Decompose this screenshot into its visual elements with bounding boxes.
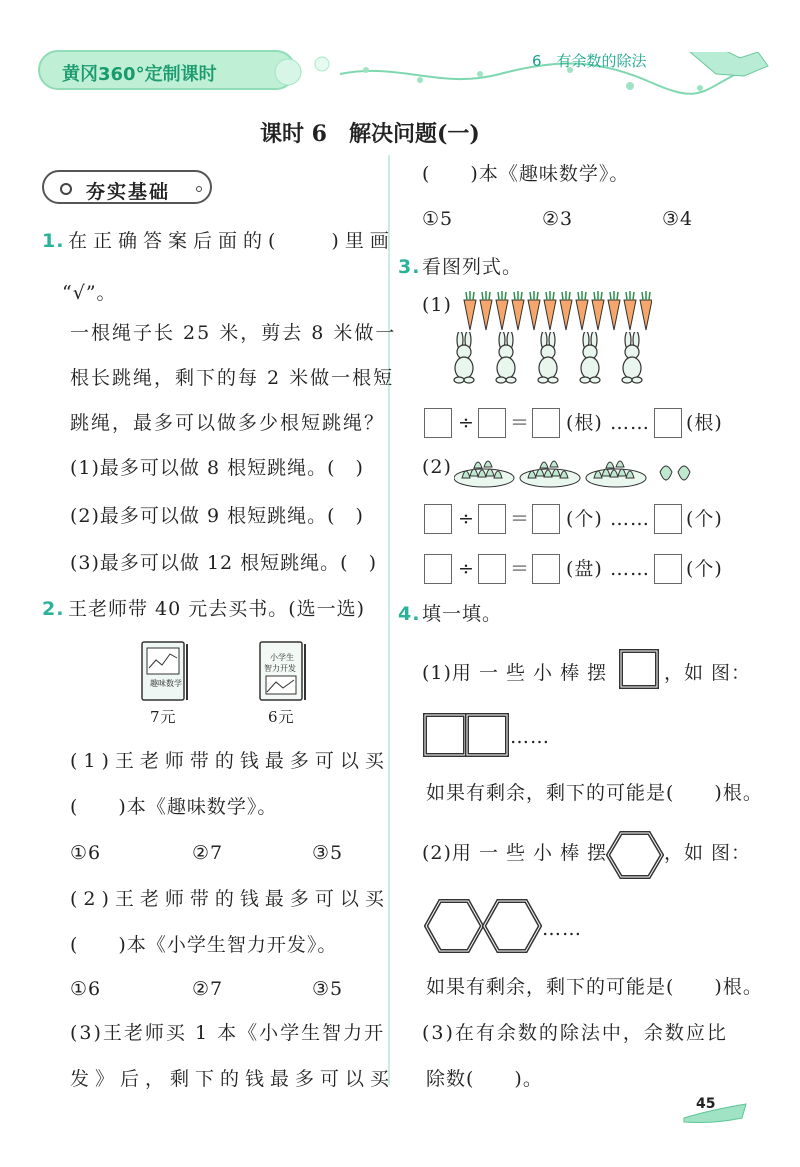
- squares-chain-picture: [422, 712, 510, 758]
- q3-answer-box[interactable]: [424, 504, 452, 534]
- q4-part3-line-b: 除数( )。: [426, 1068, 543, 1090]
- q3-stem: 看图列式。: [422, 256, 523, 278]
- book-iq-cover-line-2: 智力开发: [264, 664, 296, 673]
- q3-answer-box[interactable]: [532, 554, 560, 584]
- book-iq-price: 6元: [268, 708, 295, 726]
- hexagons-chain-picture: [424, 898, 542, 954]
- q2-part1-line-a: (1)王老师带的钱最多可以买: [70, 750, 390, 772]
- q2-stem: 王老师带 40 元去买书。(选一选): [68, 598, 366, 620]
- carrots-picture: [462, 290, 652, 332]
- remainder-dots: ……: [610, 412, 650, 434]
- unit-label: (盘): [566, 558, 603, 580]
- q1-stem-mark: “√”。: [62, 282, 117, 304]
- rabbits-picture: [452, 332, 652, 384]
- q2-part3-line-a: (3)王老师买 1 本《小学生智力开: [70, 1022, 386, 1044]
- section-dot-icon: [196, 186, 202, 192]
- q4-part2-line-b: ，如 图：: [664, 842, 752, 864]
- q3-answer-box[interactable]: [654, 554, 682, 584]
- q3-answer-box[interactable]: [478, 408, 506, 438]
- divide-sign: ÷: [458, 508, 475, 530]
- hexagon-sticks-icon: [606, 830, 664, 880]
- q3-answer-box[interactable]: [424, 408, 452, 438]
- q2-part3-choice-3[interactable]: ③4: [662, 208, 694, 230]
- q2-part3-line-b: 发》后，剩下的钱最多可以买: [70, 1068, 396, 1090]
- unit-label: (根): [686, 412, 723, 434]
- column-divider: [388, 155, 390, 1085]
- q2-part3-choice-2[interactable]: ②3: [542, 208, 574, 230]
- page-title: 课时 6 解决问题(一): [260, 121, 480, 147]
- q4-stem: 填一填。: [422, 603, 503, 625]
- q1-body-line-1: 一根绳子长 25 米，剪去 8 米做一: [70, 322, 397, 344]
- section-bullet-icon: [60, 183, 72, 195]
- q4-number: 4.: [398, 603, 421, 625]
- unit-label: (根): [566, 412, 603, 434]
- equals-sign: ＝: [510, 508, 531, 530]
- q1-option-1[interactable]: (1)最多可以做 8 根短跳绳。( ): [70, 457, 364, 479]
- q2-part1-line-b: ( )本《趣味数学》。: [70, 796, 278, 818]
- q1-number: 1.: [42, 230, 65, 252]
- book-math-cover-title: 趣味数学: [150, 679, 182, 688]
- equals-sign: ＝: [510, 412, 531, 434]
- q3-answer-box[interactable]: [424, 554, 452, 584]
- section-title: 夯实基础: [86, 181, 171, 203]
- page-number: 45: [696, 1096, 716, 1112]
- q2-part2-choice-3[interactable]: ③5: [312, 978, 344, 1000]
- chapter-title: 6 有余数的除法: [532, 52, 647, 70]
- divide-sign: ÷: [458, 558, 475, 580]
- q4-part2-answer-line: 如果有剩余，剩下的可能是( )根。: [426, 976, 763, 998]
- q1-body-line-3: 跳绳，最多可以做多少根短跳绳？: [70, 412, 386, 434]
- square-sticks-icon: [618, 648, 660, 690]
- book-math-icon: [140, 640, 188, 704]
- q2-part1-choice-2[interactable]: ②7: [192, 842, 224, 864]
- q4-part1-answer-line: 如果有剩余，剩下的可能是( )根。: [426, 782, 763, 804]
- q3-answer-box[interactable]: [532, 504, 560, 534]
- q2-part2-choice-1[interactable]: ①6: [70, 978, 102, 1000]
- brand-title: 黄冈360°定制课时: [62, 64, 217, 85]
- q1-stem: 在正确答案后面的( )里画: [68, 230, 395, 252]
- q3-answer-box[interactable]: [478, 504, 506, 534]
- q2-part2-choice-2[interactable]: ②7: [192, 978, 224, 1000]
- q4-part1-line-a: (1)用 一 些 小 棒 摆: [422, 662, 608, 684]
- q2-part1-choice-1[interactable]: ①6: [70, 842, 102, 864]
- remainder-dots: ……: [610, 558, 650, 580]
- q2-part1-choice-3[interactable]: ③5: [312, 842, 344, 864]
- q3-answer-box[interactable]: [532, 408, 560, 438]
- unit-label: (个): [686, 558, 723, 580]
- q2-number: 2.: [42, 598, 65, 620]
- q3-answer-box[interactable]: [654, 504, 682, 534]
- q2-part2-line-a: (2)王老师带的钱最多可以买: [70, 888, 390, 910]
- q1-body-line-2: 根长跳绳，剩下的每 2 米做一根短: [70, 367, 395, 389]
- unit-label: (个): [686, 508, 723, 530]
- q3-part2-label: (2): [422, 456, 452, 478]
- q1-option-3[interactable]: (3)最多可以做 12 根短跳绳。( ): [70, 552, 377, 574]
- equals-sign: ＝: [510, 558, 531, 580]
- q2-part3-choice-1[interactable]: ①5: [422, 208, 454, 230]
- unit-label: (个): [566, 508, 603, 530]
- q2-part3-line-c: ( )本《趣味数学》。: [422, 163, 630, 185]
- q4-part1-line-b: ，如 图：: [664, 662, 752, 684]
- divide-sign: ÷: [458, 412, 475, 434]
- q2-part2-line-b: ( )本《小学生智力开发》。: [70, 934, 338, 956]
- squares-continue-dots: ……: [510, 726, 550, 748]
- q1-option-2[interactable]: (2)最多可以做 9 根短跳绳。( ): [70, 505, 364, 527]
- q3-answer-box[interactable]: [654, 408, 682, 438]
- hexagons-continue-dots: ……: [542, 918, 582, 940]
- remainder-dots: ……: [610, 508, 650, 530]
- q4-part3-line-a: (3)在有余数的除法中，余数应比: [422, 1022, 728, 1044]
- q3-part1-label: (1): [422, 294, 452, 316]
- q3-answer-box[interactable]: [478, 554, 506, 584]
- book-math-price: 7元: [150, 708, 177, 726]
- strawberry-plates-picture: [454, 450, 704, 490]
- q4-part2-line-a: (2)用 一 些 小 棒 摆: [422, 842, 608, 864]
- q3-number: 3.: [398, 256, 421, 278]
- book-iq-cover-line-1: 小学生: [270, 653, 294, 662]
